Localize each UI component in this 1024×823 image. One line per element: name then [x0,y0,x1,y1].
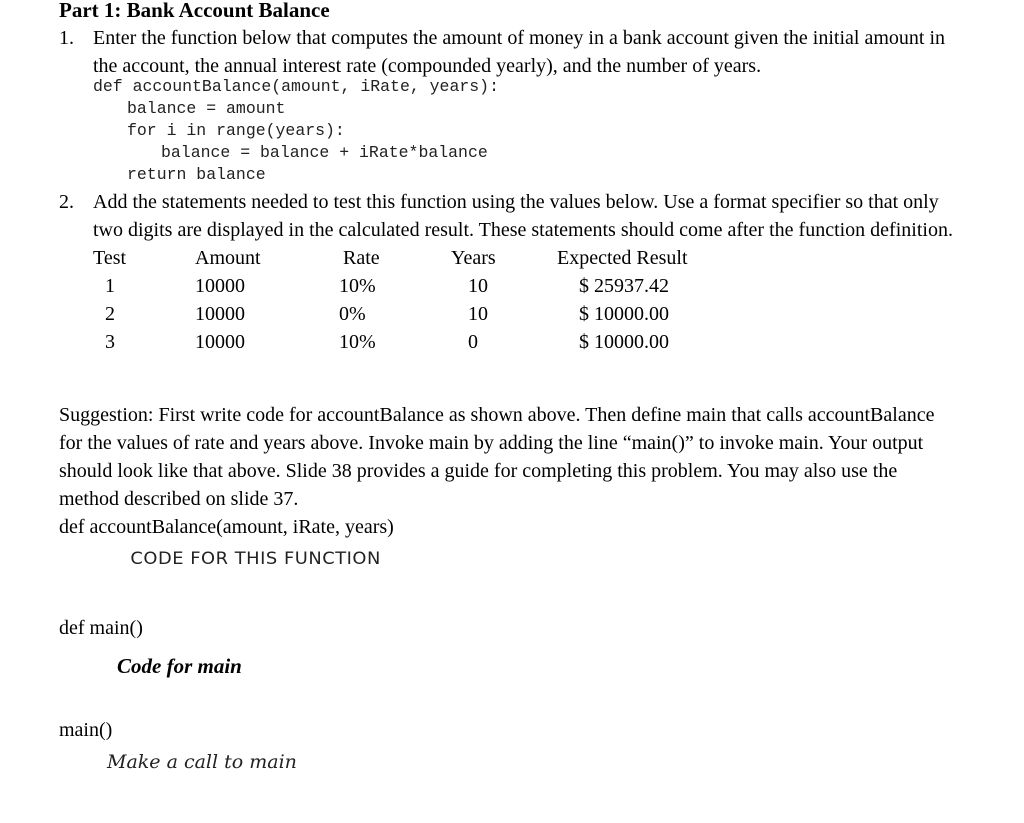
cell-amount: 10000 [195,275,245,297]
cell-rate: 0% [339,303,366,325]
cell-test: 3 [105,331,115,353]
cell-expected-result: $ 25937.42 [579,275,669,297]
instruction-2 [59,188,959,356]
test-values-table [93,244,727,356]
main-call-line: main() [59,719,113,741]
cell-years: 10 [468,303,488,325]
header-expected-result: Expected Result [557,247,688,269]
cell-expected-result: $ 10000.00 [579,331,669,353]
def-main-line: def main() [59,617,143,639]
instruction-1 [59,24,959,188]
code-line: for i in range(years): [127,121,345,140]
header-rate: Rate [343,247,380,269]
header-years: Years [451,247,496,269]
cell-expected-result: $ 10000.00 [579,303,669,325]
cell-amount: 10000 [195,331,245,353]
cell-amount: 10000 [195,303,245,325]
instruction-2-number: 2. [59,191,74,213]
code-line: def accountBalance(amount, iRate, years): [93,77,499,96]
suggestion-paragraph: Suggestion: First write code for accountBalance as shown above. Then define main that calls accountBalance for the values of rate and years above. Invoke main by adding the line “main()” to invoke main. Your output should look like that above. Slide 38 provides a guide for completing this problem. You may also use the method described on slide 37. [59,404,935,510]
cell-test: 2 [105,303,115,325]
code-line: balance = balance + iRate*balance [161,143,488,162]
code-block [93,76,959,186]
handwritten-make-a-call: Make a call to main [107,751,297,773]
cell-test: 1 [105,275,115,297]
header-amount: Amount [195,247,261,269]
cell-rate: 10% [339,331,376,353]
handwritten-code-for-main: Code for main [117,654,242,678]
instruction-2-text: Add the statements needed to test this function using the values below. Use a format specifier so that only two digits are displayed in the calculated result. These statements should come after the function definition. [93,191,953,241]
table-row [93,328,727,356]
section-title: Part 1: Bank Account Balance [59,0,330,22]
table-row [93,300,727,328]
instruction-1-number: 1. [59,27,74,49]
cell-years: 0 [468,331,478,353]
instruction-1-text: Enter the function below that computes the amount of money in a bank account given the initial amount in the account, the annual interest rate (compounded yearly), and the number of years. [93,27,946,77]
code-line: return balance [127,165,266,184]
code-line: balance = amount [127,99,286,118]
header-test: Test [93,247,127,269]
document [59,0,959,776]
cell-rate: 10% [339,275,376,297]
def-account-balance-line: def accountBalance(amount, iRate, years) [59,516,394,538]
table-header-row [93,244,727,272]
cell-years: 10 [468,275,488,297]
handwritten-code-for-function: CODE FOR THIS FUNCTION [130,549,381,569]
table-row [93,272,727,300]
